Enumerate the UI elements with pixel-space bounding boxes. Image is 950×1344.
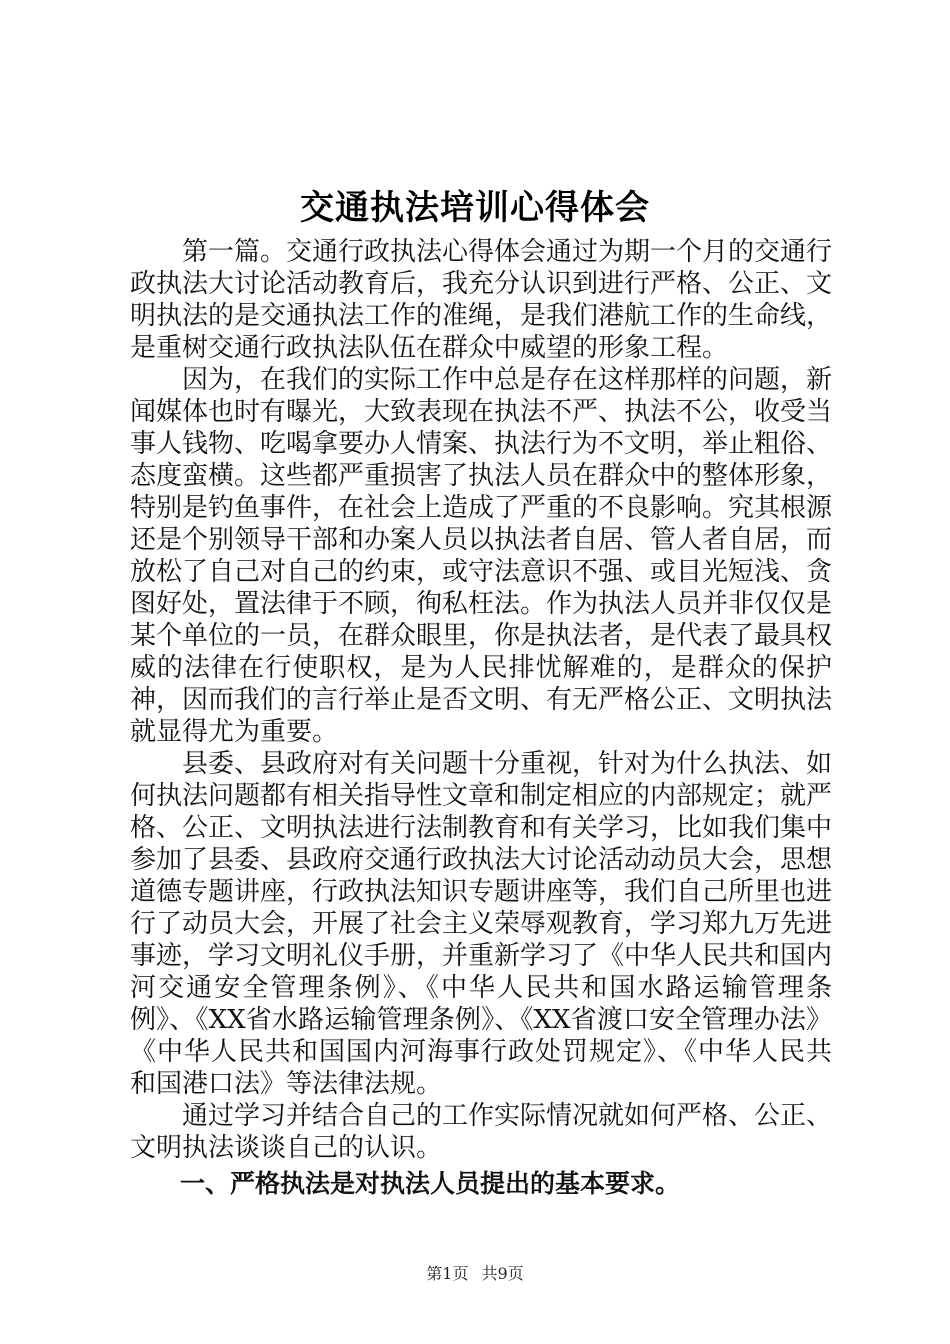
page-footer (0, 1264, 950, 1284)
section-heading: 一、严格执法是对执法人员提出的基本要求。 (180, 1169, 681, 1198)
page-total: 共9页 (481, 1264, 524, 1283)
paragraph-1: 第一篇。交通行政执法心得体会通过为期一个月的交通行政执法大讨论活动教育后，我充分认识到进行严格、公正、文明执法的是交通执法工作的准绳，是我们港航工作的生命线，是重树交通行政执法队伍在群众中威望的形象工程。 (130, 237, 833, 363)
page-number: 第1页 (426, 1264, 469, 1283)
document-title: 交通执法培训心得体会 (300, 188, 650, 228)
document-body (130, 236, 832, 1200)
paragraph-2: 因为，在我们的实际工作中总是存在这样那样的问题，新闻媒体也时有曝光，大致表现在执法不严、执法不公，收受当事人钱物、吃喝拿要办人情案、执法行为不文明，举止粗俗、态度蛮横。这些都严重损害了执法人员在群众中的整体形象，特别是钓鱼事件，在社会上造成了严重的不良影响。究其根源还是个别领导干部和办案人员以执法者自居、管人者自居，而放松了自己对自己的约束，或守法意识不强、或目光短浅、贪图好处，置法律于不顾，徇私枉法。作为执法人员并非仅仅是某个单位的一员，在群众眼里，你是执法者，是代表了最具权威的法律在行使职权，是为人民排忧解难的，是群众的保护神，因而我们的言行举止是否文明、有无严格公正、文明执法就显得尤为重要。 (130, 365, 833, 747)
paragraph-4: 通过学习并结合自己的工作实际情况就如何严格、公正、文明执法谈谈自己的认识。 (130, 1101, 833, 1163)
paragraph-3: 县委、县政府对有关问题十分重视，针对为什么执法、如何执法问题都有相关指导性文章和制定相应的内部规定；就严格、公正、文明执法进行法制教育和有关学习，比如我们集中参加了县委、县政府交通行政执法大讨论活动动员大会，思想道德专题讲座，行政执法知识专题讲座等，我们自己所里也进行了动员大会，开展了社会主义荣辱观教育，学习郑九万先进事迹，学习文明礼仪手册，并重新学习了《中华人民共和国内河交通安全管理条例》、《中华人民共和国水路运输管理条例》、《XX省水路运输管理条例》、《XX省渡口安全管理办法》《中华人民共和国国内河海事行政处罚规定》、《中华人民共和国港口法》等法律法规。 (130, 749, 833, 1099)
